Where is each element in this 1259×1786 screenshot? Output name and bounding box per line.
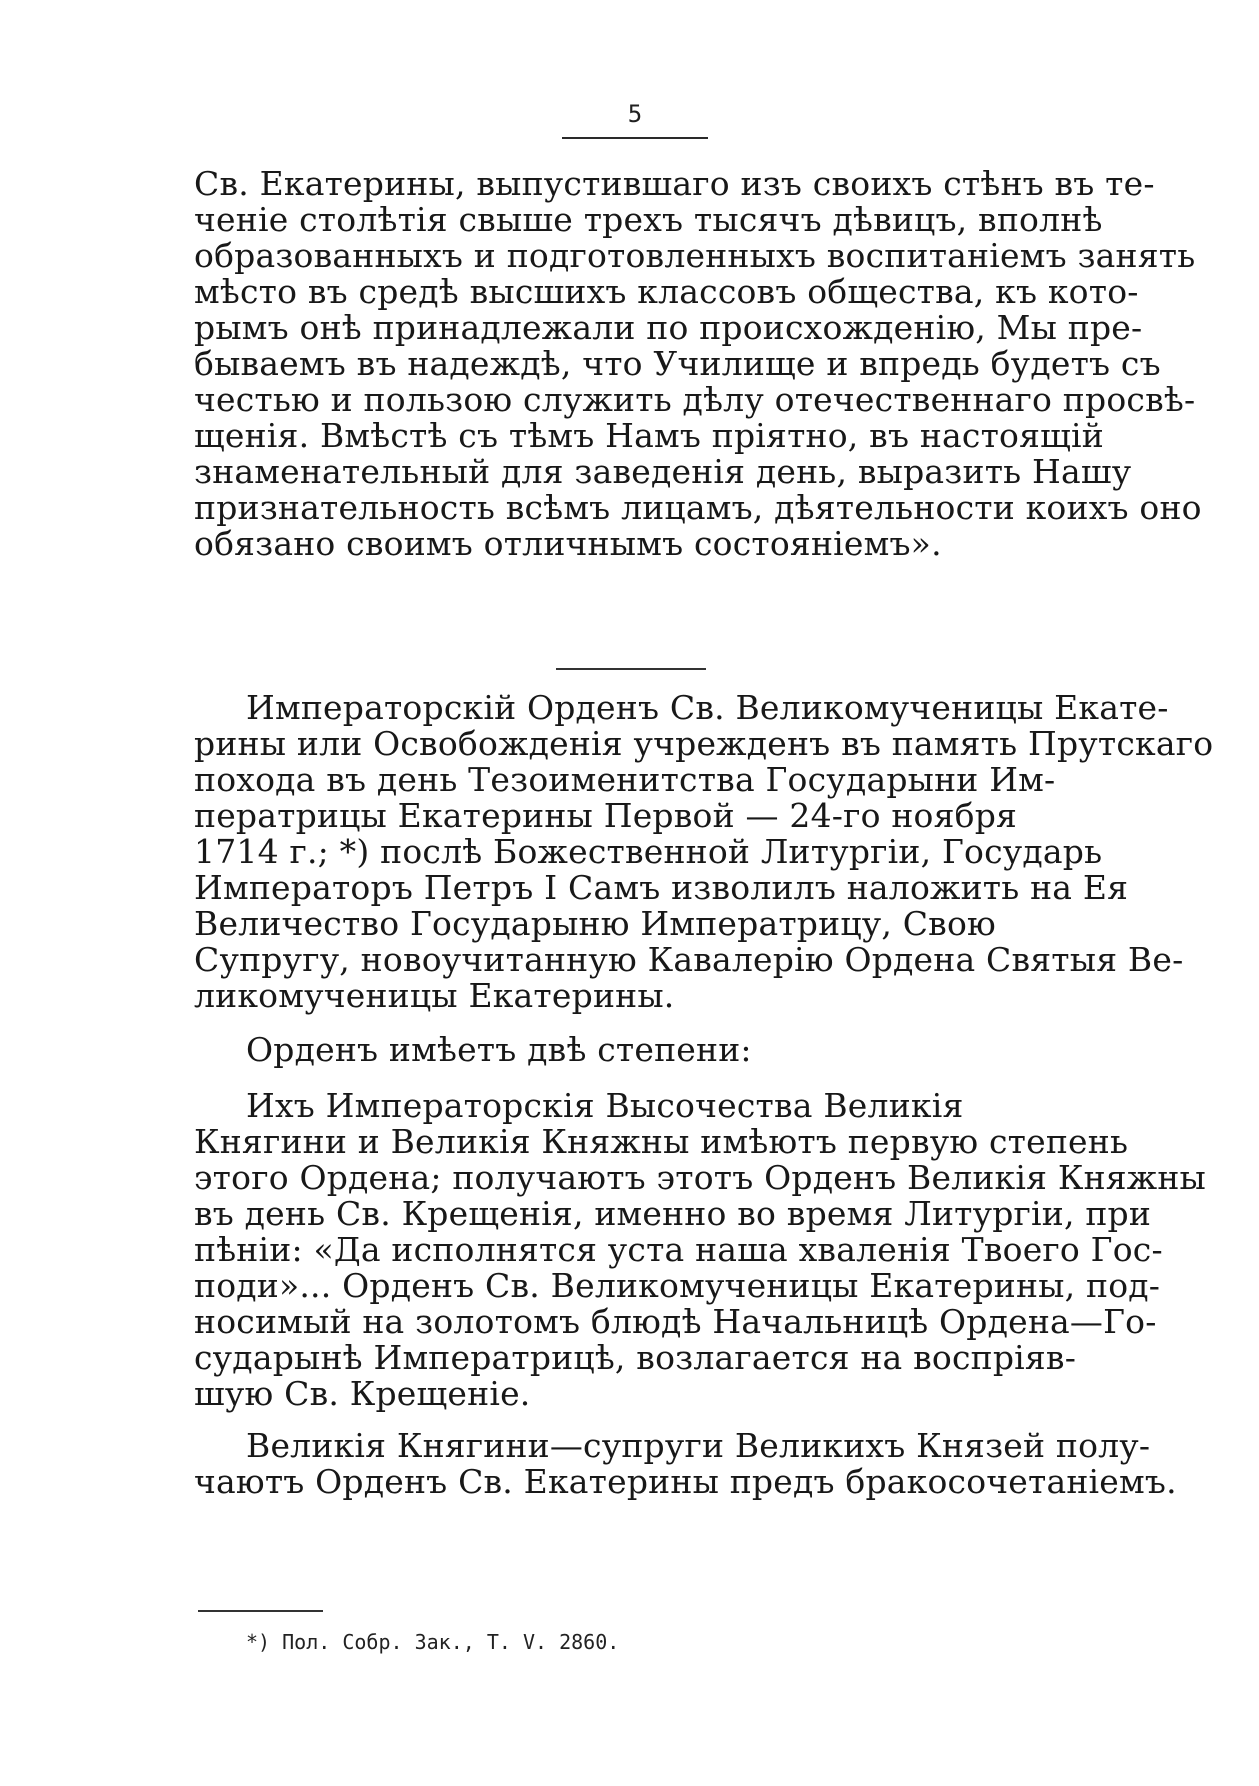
footnote: *) Пол. Собр. Зак., Т. V. 2860. [246, 1630, 620, 1654]
text-line: Орденъ имѣетъ двѣ степени: [246, 1030, 752, 1069]
text-line: рины или Освобожденія учрежденъ въ память Прутскаго [194, 724, 1214, 763]
text-line: Св. Екатерины, выпустившаго изъ своихъ стѣнъ въ те- [194, 164, 1155, 203]
text-line: Великія Княгини—супруги Великихъ Князей полу- [246, 1426, 1151, 1465]
footnote-rule [198, 1610, 323, 1612]
text-line: шую Св. Крещеніе. [194, 1374, 531, 1413]
text-line: честью и пользою служить дѣлу отечественнаго просвѣ- [194, 380, 1196, 419]
section-separator [556, 668, 706, 670]
page-number-area [560, 100, 710, 128]
text-line: похода въ день Тезоименитства Государыни Им- [194, 760, 1056, 799]
text-line: ликомученицы Екатерины. [194, 976, 675, 1015]
page-number-rule [562, 137, 708, 139]
text-line: чаютъ Орденъ Св. Екатерины предъ бракосочетаніемъ. [194, 1462, 1177, 1501]
text-line: Княгини и Великія Княжны имѣютъ первую степень [194, 1122, 1129, 1161]
text-line: сударынѣ Императрицѣ, возлагается на воспріяв- [194, 1338, 1077, 1377]
text-line: Супругу, новоучитанную Кавалерію Ордена Святыя Ве- [194, 940, 1184, 979]
text-line: мѣсто въ средѣ высшихъ классовъ общества, къ кото- [194, 272, 1139, 311]
text-line: Императоръ Петръ I Самъ изволилъ наложить на Ея [194, 868, 1129, 907]
text-line: этого Ордена; получаютъ этотъ Орденъ Великія Княжны [194, 1158, 1207, 1197]
text-line: 1714 г.; *) послѣ Божественной Литургіи, Государь [194, 832, 1103, 871]
text-line: поди»... Орденъ Св. Великомученицы Екатерины, под- [194, 1266, 1161, 1305]
text-line: ченіе столѣтія свыше трехъ тысячъ дѣвицъ, вполнѣ [194, 200, 1103, 239]
text-line: образованныхъ и подготовленныхъ воспитаніемъ занять [194, 236, 1196, 275]
text-line: Величество Государыню Императрицу, Свою [194, 904, 996, 943]
text-line: ператрицы Екатерины Первой — 24-го ноября [194, 796, 1018, 835]
text-line: пѣніи: «Да исполнятся уста наша хваленія Твоего Гос- [194, 1230, 1163, 1269]
text-line: рымъ онѣ принадлежали по происхожденію, Мы пре- [194, 308, 1143, 347]
text-line: Ихъ Императорскія Высочества Великія [246, 1086, 964, 1125]
text-line: щенія. Вмѣстѣ съ тѣмъ Намъ пріятно, въ настоящій [194, 416, 1104, 455]
page-number: 5 [627, 100, 643, 128]
text-line: знаменательный для заведенія день, выразить Нашу [194, 452, 1132, 491]
text-line: признательность всѣмъ лицамъ, дѣятельности коихъ оно [194, 488, 1202, 527]
text-line: бываемъ въ надеждѣ, что Училище и впредь будетъ съ [194, 344, 1161, 383]
text-line: носимый на золотомъ блюдѣ Начальницѣ Ордена—Го- [194, 1302, 1157, 1341]
text-line: въ день Св. Крещенія, именно во время Литургіи, при [194, 1194, 1152, 1233]
text-line: обязано своимъ отличнымъ состояніемъ». [194, 524, 942, 563]
text-line: Императорскій Орденъ Св. Великомученицы Екате- [246, 688, 1169, 727]
